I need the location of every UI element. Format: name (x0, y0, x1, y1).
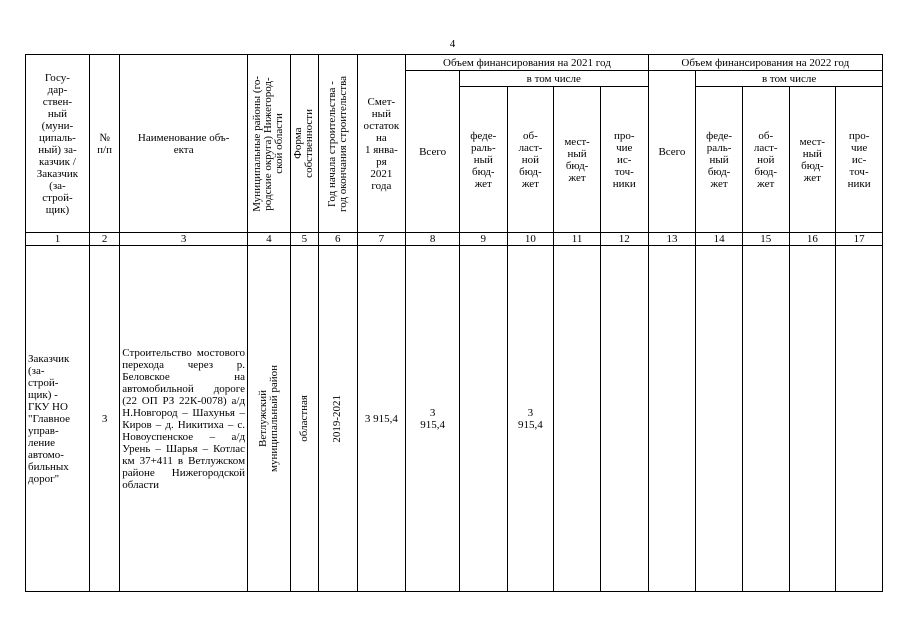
header-ownership-text: Форма собственности (292, 109, 316, 178)
row-total-2021: 3 915,4 (406, 246, 460, 592)
column-number: 2 (89, 233, 119, 246)
header-including-2021: в том числе (459, 71, 648, 87)
header-regional-2022: об- ласт- ной бюд- жет (742, 87, 789, 233)
row-federal-2021 (459, 246, 507, 592)
header-customer: Госу- дар- ствен- ный (муни- ципаль- ный) за- казчик / Заказчик (за- строй- щик) (26, 55, 90, 233)
header-ownership (290, 55, 318, 233)
row-remainder: 3 915,4 (357, 246, 406, 592)
header-regional-2021: об- ласт- ной бюд- жет (507, 87, 554, 233)
table-row (26, 246, 883, 592)
column-number: 4 (248, 233, 291, 246)
page-number: 4 (449, 38, 456, 50)
column-number: 10 (507, 233, 554, 246)
row-other-2021 (600, 246, 648, 592)
row-ownership-text: областная (297, 395, 310, 442)
header-years (319, 55, 358, 233)
row-customer: Заказчик (за- строй- щик) - ГКУ НО "Главное управ- ление автомо- бильных дорог" (26, 246, 90, 592)
column-number: 8 (406, 233, 460, 246)
header-total-2022: Всего (648, 71, 696, 233)
financing-table (25, 54, 883, 592)
header-remainder: Смет- ный остаток на 1 янва- ря 2021 года (357, 55, 406, 233)
column-number: 5 (290, 233, 318, 246)
header-funding-2021: Объем финансирования на 2021 год (406, 55, 648, 71)
header-federal-2022: феде- раль- ный бюд- жет (696, 87, 743, 233)
header-local-2022: мест- ный бюд- жет (789, 87, 836, 233)
header-including-2022: в том числе (696, 71, 883, 87)
header-other-2021: про- чие ис- точ- ники (600, 87, 648, 233)
row-local-2021 (554, 246, 601, 592)
row-local-2022 (789, 246, 836, 592)
header-years-text: Год начала строительства - год окончания строительства (325, 75, 349, 212)
column-numbers-row (26, 233, 883, 246)
column-number: 14 (696, 233, 743, 246)
row-other-2022 (836, 246, 883, 592)
header-districts (248, 55, 291, 233)
header-funding-2022: Объем финансирования на 2022 год (648, 55, 882, 71)
column-number: 9 (459, 233, 507, 246)
header-object-name: Наименование объ- екта (120, 55, 248, 233)
column-number: 17 (836, 233, 883, 246)
row-regional-2021: 3 915,4 (507, 246, 554, 592)
column-number: 15 (742, 233, 789, 246)
column-number: 12 (600, 233, 648, 246)
column-number: 7 (357, 233, 406, 246)
column-number: 1 (26, 233, 90, 246)
column-number: 3 (120, 233, 248, 246)
row-object-name: Строительство мостового перехода через р. Беловское на автомобильной дороге (22 ОП РЗ 22К-0078) а/д Н.Новгород – Шахунья – Киров – д. Никитиха – с. Новоуспенское – а/д Урень – Шарья – Котлас км 37+411 в Ветлужском районе Нижегородской области (120, 246, 248, 592)
column-number: 16 (789, 233, 836, 246)
header-total-2021: Всего (406, 71, 460, 233)
row-regional-2022 (742, 246, 789, 592)
header-districts-text: Муниципальные районы (го- родские округа) Нижегород- ской области (251, 75, 286, 212)
row-ownership (290, 246, 318, 592)
header-other-2022: про- чие ис- точ- ники (836, 87, 883, 233)
row-years (319, 246, 358, 592)
row-federal-2022 (696, 246, 743, 592)
header-num: № п/п (89, 55, 119, 233)
row-num: 3 (89, 246, 119, 592)
row-district-text: Ветлужский муниципальный район (256, 365, 280, 472)
header-federal-2021: феде- раль- ный бюд- жет (459, 87, 507, 233)
column-number: 6 (319, 233, 358, 246)
header-local-2021: мест- ный бюд- жет (554, 87, 601, 233)
row-years-text: 2019-2021 (331, 394, 344, 443)
column-number: 13 (648, 233, 696, 246)
row-total-2022 (648, 246, 696, 592)
row-district (248, 246, 291, 592)
column-number: 11 (554, 233, 601, 246)
